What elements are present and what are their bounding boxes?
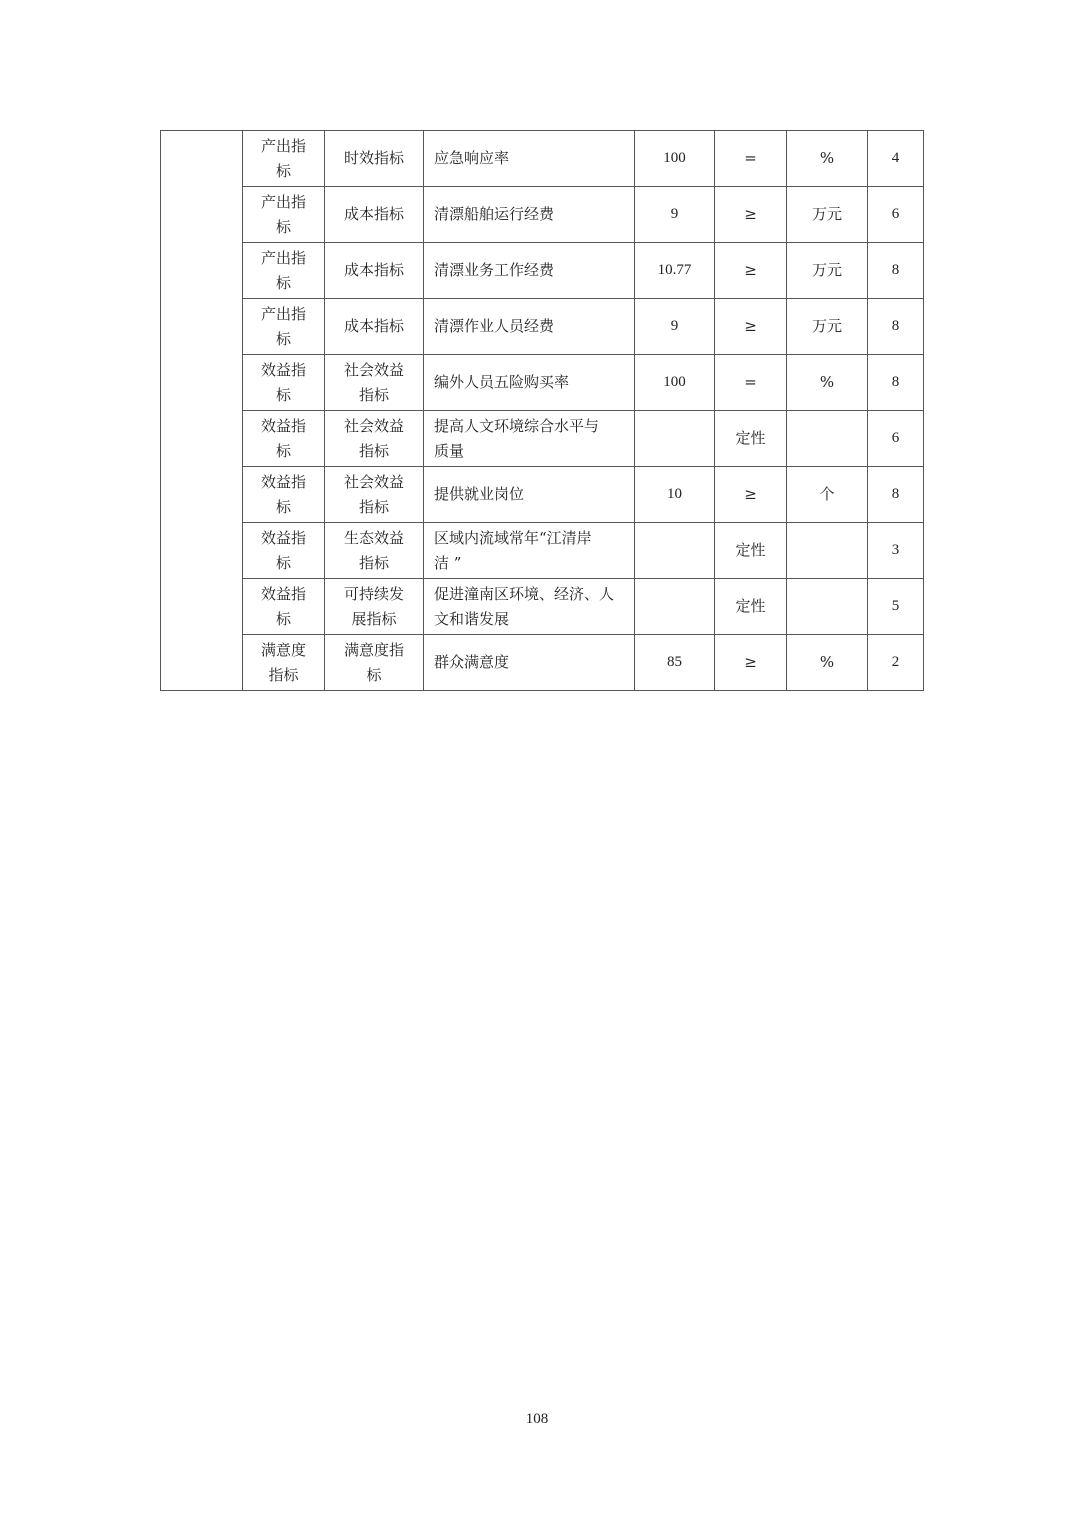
unit-cell	[787, 579, 868, 635]
table-row	[161, 411, 924, 467]
level1-indicator-cell-line: 产出指	[260, 136, 306, 155]
indicator-name-cell	[424, 579, 635, 635]
comparison-symbol-cell: ≥	[715, 467, 787, 523]
indicator-name-cell-line: 清漂业务工作经费	[434, 261, 555, 279]
unit-cell: %	[787, 131, 868, 187]
comparison-symbol-cell: 定性	[715, 579, 787, 635]
level2-indicator-cell	[325, 355, 424, 411]
comparison-symbol-cell: =	[715, 355, 787, 411]
level1-indicator-cell-line: 标	[275, 161, 291, 180]
target-value-cell	[635, 411, 715, 467]
target-value-cell	[635, 579, 715, 635]
level2-indicator-cell-line: 指标	[358, 385, 389, 404]
table-row	[161, 579, 924, 635]
unit-cell	[787, 523, 868, 579]
level2-indicator-cell-line: 社会效益	[343, 360, 404, 379]
comparison-symbol-cell: ≥	[715, 635, 787, 691]
table-row	[161, 299, 924, 355]
indicator-name-cell-line: 洁 ”	[434, 553, 462, 572]
weight-cell: 8	[868, 243, 924, 299]
level2-indicator-cell	[325, 467, 424, 523]
weight-cell: 8	[868, 467, 924, 523]
indicator-name-cell-line: 区域内流域常年“江清岸	[434, 528, 592, 547]
level2-indicator-cell	[325, 523, 424, 579]
level1-indicator-cell-line: 产出指	[260, 192, 306, 211]
level1-indicator-cell	[243, 635, 325, 691]
indicator-name-cell	[424, 635, 635, 691]
unit-cell: %	[787, 635, 868, 691]
table-row	[161, 355, 924, 411]
table-row	[161, 243, 924, 299]
comparison-symbol-cell: 定性	[715, 523, 787, 579]
level2-indicator-cell	[325, 411, 424, 467]
level2-indicator-cell-line: 成本指标	[343, 205, 404, 223]
level2-indicator-cell-line: 可持续发	[343, 584, 404, 603]
level1-indicator-cell-line: 满意度	[260, 640, 306, 659]
indicator-name-cell-line: 清漂船舶运行经费	[434, 205, 555, 223]
indicator-name-cell	[424, 355, 635, 411]
indicator-name-cell	[424, 299, 635, 355]
level2-indicator-cell	[325, 187, 424, 243]
level2-indicator-cell	[325, 243, 424, 299]
level1-indicator-cell-line: 产出指	[260, 248, 306, 267]
level1-indicator-cell-line: 效益指	[260, 472, 306, 491]
unit-cell	[787, 411, 868, 467]
indicator-name-cell-line: 编外人员五险购买率	[434, 373, 570, 391]
level1-indicator-cell	[243, 131, 325, 187]
weight-cell: 5	[868, 579, 924, 635]
indicator-name-cell-line: 提高人文环境综合水平与	[434, 416, 600, 435]
level2-indicator-cell-line: 指标	[358, 497, 389, 516]
level1-indicator-cell-line: 效益指	[260, 584, 306, 603]
indicator-name-cell-line: 文和谐发展	[434, 609, 510, 628]
level2-indicator-cell-line: 成本指标	[343, 317, 404, 335]
level1-indicator-cell-line: 效益指	[260, 528, 306, 547]
table-body	[161, 131, 924, 691]
table-row	[161, 635, 924, 691]
comparison-symbol-cell: 定性	[715, 411, 787, 467]
unit-cell: 万元	[787, 243, 868, 299]
level1-indicator-cell-line: 标	[275, 217, 291, 236]
target-value-cell	[635, 523, 715, 579]
weight-cell: 4	[868, 131, 924, 187]
indicator-name-cell-line: 促进潼南区环境、经济、人	[434, 584, 615, 603]
level1-indicator-cell	[243, 467, 325, 523]
indicator-name-cell-line: 质量	[434, 441, 465, 460]
comparison-symbol-cell: ≥	[715, 187, 787, 243]
target-value-cell: 10	[635, 467, 715, 523]
weight-cell: 8	[868, 355, 924, 411]
target-value-cell: 9	[635, 299, 715, 355]
unit-cell: 个	[787, 467, 868, 523]
indicator-name-cell	[424, 523, 635, 579]
level1-indicator-cell-line: 标	[275, 385, 291, 404]
page-number: 108	[525, 1411, 549, 1427]
comparison-symbol-cell: =	[715, 131, 787, 187]
level1-indicator-cell	[243, 355, 325, 411]
table-row	[161, 467, 924, 523]
level1-indicator-cell-line: 标	[275, 329, 291, 348]
weight-cell: 3	[868, 523, 924, 579]
level2-indicator-cell-line: 指标	[358, 553, 389, 572]
level1-indicator-cell-line: 效益指	[260, 416, 306, 435]
level2-indicator-cell-line: 时效指标	[343, 149, 404, 167]
level2-indicator-cell-line: 标	[366, 665, 382, 684]
target-value-cell: 10.77	[635, 243, 715, 299]
comparison-symbol-cell: ≥	[715, 299, 787, 355]
level1-indicator-cell-line: 指标	[268, 665, 299, 684]
target-value-cell: 9	[635, 187, 715, 243]
indicator-name-cell-line: 应急响应率	[434, 149, 510, 167]
level1-indicator-cell-line: 效益指	[260, 360, 306, 379]
target-value-cell: 85	[635, 635, 715, 691]
level1-indicator-cell-line: 标	[275, 273, 291, 292]
weight-cell: 6	[868, 411, 924, 467]
level2-indicator-cell	[325, 299, 424, 355]
level2-indicator-cell-line: 指标	[358, 441, 389, 460]
weight-cell: 6	[868, 187, 924, 243]
indicator-name-cell	[424, 243, 635, 299]
level1-indicator-cell	[243, 299, 325, 355]
indicator-name-cell	[424, 187, 635, 243]
weight-cell: 8	[868, 299, 924, 355]
table-row	[161, 131, 924, 187]
level1-indicator-cell	[243, 579, 325, 635]
unit-cell: %	[787, 355, 868, 411]
target-value-cell: 100	[635, 355, 715, 411]
level2-indicator-cell	[325, 635, 424, 691]
level1-indicator-cell	[243, 411, 325, 467]
level1-indicator-cell-line: 标	[275, 553, 291, 572]
level1-indicator-cell	[243, 523, 325, 579]
level2-indicator-cell-line: 社会效益	[343, 472, 404, 491]
indicator-name-cell-line: 群众满意度	[434, 653, 510, 671]
level1-indicator-cell	[243, 243, 325, 299]
level2-indicator-cell-line: 展指标	[351, 609, 397, 628]
indicator-name-cell	[424, 467, 635, 523]
weight-cell: 2	[868, 635, 924, 691]
level2-indicator-cell	[325, 131, 424, 187]
table-row	[161, 523, 924, 579]
level1-indicator-cell-line: 标	[275, 497, 291, 516]
indicator-name-cell	[424, 411, 635, 467]
level2-indicator-cell	[325, 579, 424, 635]
level2-indicator-cell-line: 社会效益	[343, 416, 404, 435]
unit-cell: 万元	[787, 299, 868, 355]
level1-indicator-cell-line: 标	[275, 441, 291, 460]
indicator-name-cell-line: 提供就业岗位	[434, 485, 525, 503]
level1-indicator-cell-line: 标	[275, 609, 291, 628]
unit-cell: 万元	[787, 187, 868, 243]
indicator-name-cell	[424, 131, 635, 187]
level1-indicator-cell	[243, 187, 325, 243]
level2-indicator-cell-line: 成本指标	[343, 261, 404, 279]
level2-indicator-cell-line: 满意度指	[343, 640, 404, 659]
target-value-cell: 100	[635, 131, 715, 187]
performance-indicator-table	[160, 130, 924, 691]
project-name-cell	[161, 131, 243, 691]
comparison-symbol-cell: ≥	[715, 243, 787, 299]
level2-indicator-cell-line: 生态效益	[343, 528, 404, 547]
table-row	[161, 187, 924, 243]
level1-indicator-cell-line: 产出指	[260, 304, 306, 323]
indicator-name-cell-line: 清漂作业人员经费	[434, 317, 555, 335]
